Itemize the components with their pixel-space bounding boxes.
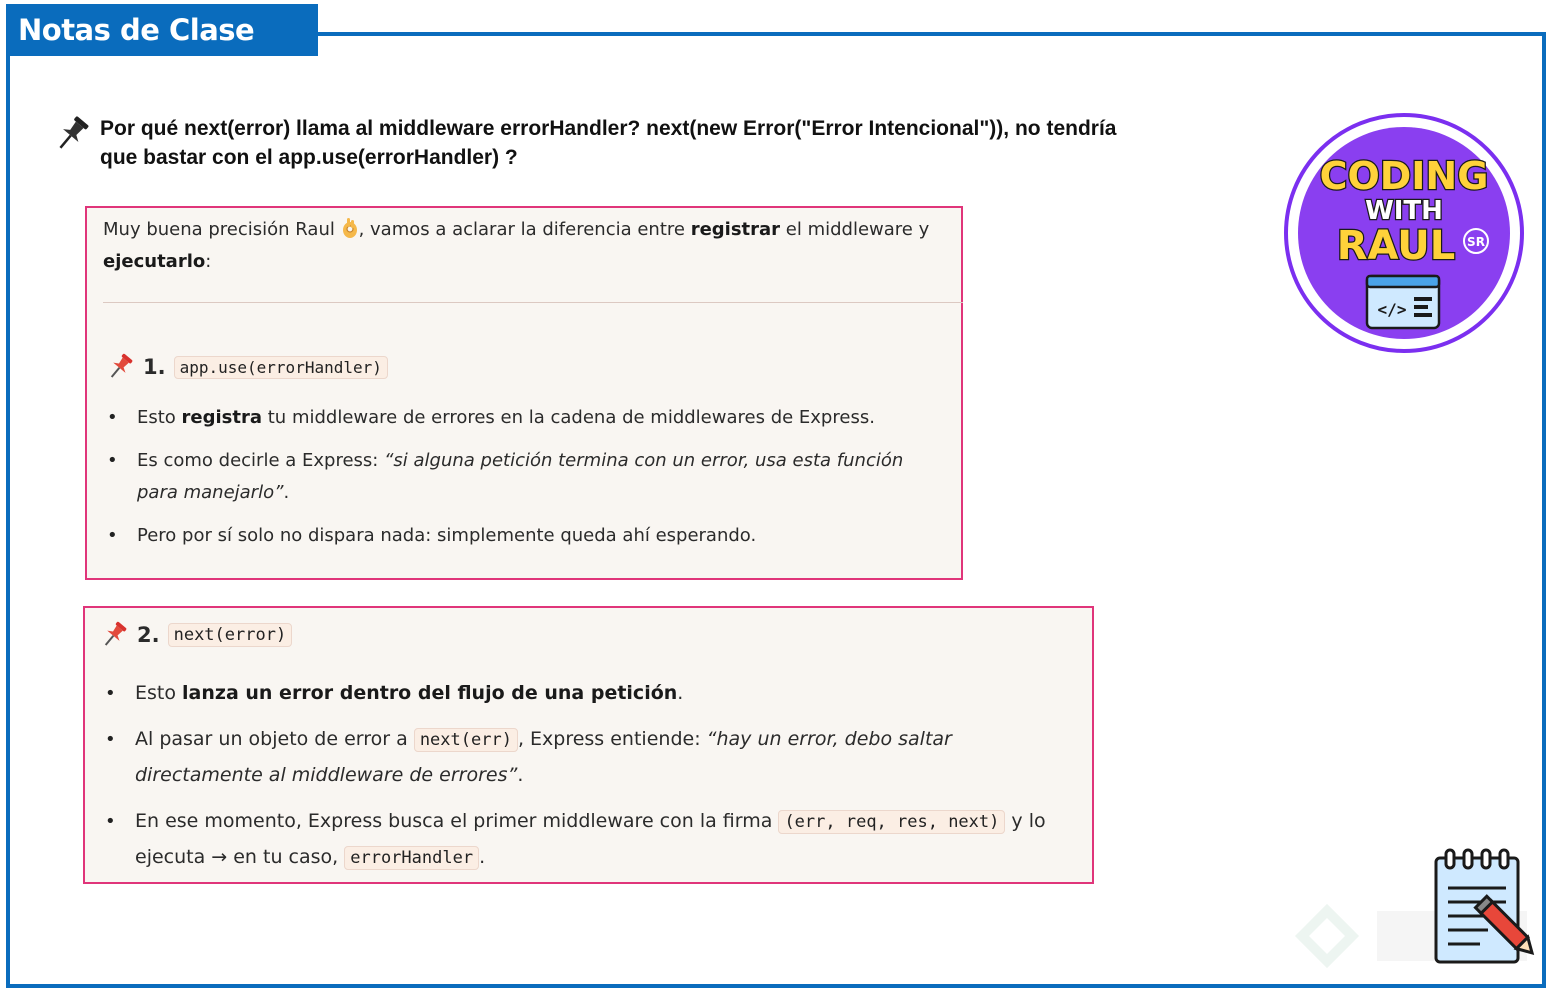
section-number: 2. [137, 623, 160, 647]
bullet-list [137, 402, 947, 563]
question-line-2: que bastar con el app.use(errorHandler) ? [100, 146, 518, 169]
intro-text: , vamos a aclarar la diferencia entre [358, 219, 691, 240]
inline-code: next(err) [414, 728, 518, 752]
bullet-italic: “hay un error, debo saltar directamente al middleware de errores” [135, 728, 952, 786]
list-item [137, 402, 947, 434]
intro-paragraph [103, 214, 943, 278]
pushpin-icon [52, 114, 92, 154]
intro-text: : [205, 251, 212, 272]
list-item [135, 804, 1065, 876]
bullet-text: Esto [135, 682, 183, 704]
bullet-text: En ese momento, Express busca el primer middleware con la firma [135, 810, 779, 832]
intro-bold: registrar [690, 219, 781, 240]
red-pushpin-icon [105, 352, 135, 382]
list-item [135, 676, 1065, 711]
bullet-text: Es como decirle a Express: [137, 450, 385, 471]
inline-code: errorHandler [344, 846, 479, 870]
logo-text-raul: RAUL [1336, 223, 1456, 269]
notepad-pencil-icon [1428, 846, 1538, 966]
bullet-text: Pero por sí solo no dispara nada: simplemente queda ahí esperando. [137, 525, 757, 546]
question-text [100, 114, 1116, 172]
coding-with-raul-logo [1284, 113, 1524, 353]
logo-code-symbol: </> [1377, 300, 1407, 319]
bullet-text: y lo ejecuta → en tu caso, [135, 810, 1046, 868]
bullet-text: tu middleware de errores en la cadena de middlewares de Express. [262, 407, 875, 428]
divider [103, 302, 963, 303]
red-pushpin-icon [99, 620, 129, 650]
question-line-1: Por qué next(error) llama al middleware errorHandler? next(new Error("Error Intencional")), no tendría [100, 117, 1117, 140]
list-item [137, 520, 947, 552]
section-number: 1. [143, 355, 166, 379]
bullet-text: Esto [137, 407, 182, 428]
logo-badge: SR [1467, 235, 1485, 249]
intro-bold: ejecutarlo [103, 251, 206, 272]
answer-card-2 [83, 606, 1094, 884]
bullet-italic: “si alguna petición termina con un error, usa esta función para manejarlo” [137, 450, 904, 503]
list-item [135, 722, 1065, 793]
bullet-text: . [479, 846, 486, 868]
section-heading-1 [105, 352, 388, 382]
inline-code: app.use(errorHandler) [174, 356, 388, 379]
answer-card-1 [85, 206, 963, 580]
bullet-text: Al pasar un objeto de error a [135, 728, 414, 750]
ok-hand-emoji-icon [341, 217, 359, 239]
bullet-text: . [517, 764, 524, 786]
section-heading-2 [99, 620, 292, 650]
bullet-bold: registra [181, 407, 263, 428]
logo-text-with: WITH [1365, 196, 1443, 226]
logo-text-coding: CODING [1319, 154, 1489, 198]
intro-text: Muy buena precisión Raul [103, 219, 341, 240]
bullet-text: . [677, 682, 684, 704]
bullet-text: . [283, 482, 290, 503]
bullet-text: , Express entiende: [517, 728, 707, 750]
page-title: Notas de Clase [6, 4, 318, 56]
inline-code: (err, req, res, next) [778, 810, 1005, 834]
bullet-list [135, 676, 1065, 887]
question-block [52, 114, 1152, 172]
intro-text: el middleware y [780, 219, 930, 240]
bullet-bold: lanza un error dentro del flujo de una petición [182, 682, 678, 704]
list-item [137, 445, 947, 509]
inline-code: next(error) [168, 623, 293, 647]
